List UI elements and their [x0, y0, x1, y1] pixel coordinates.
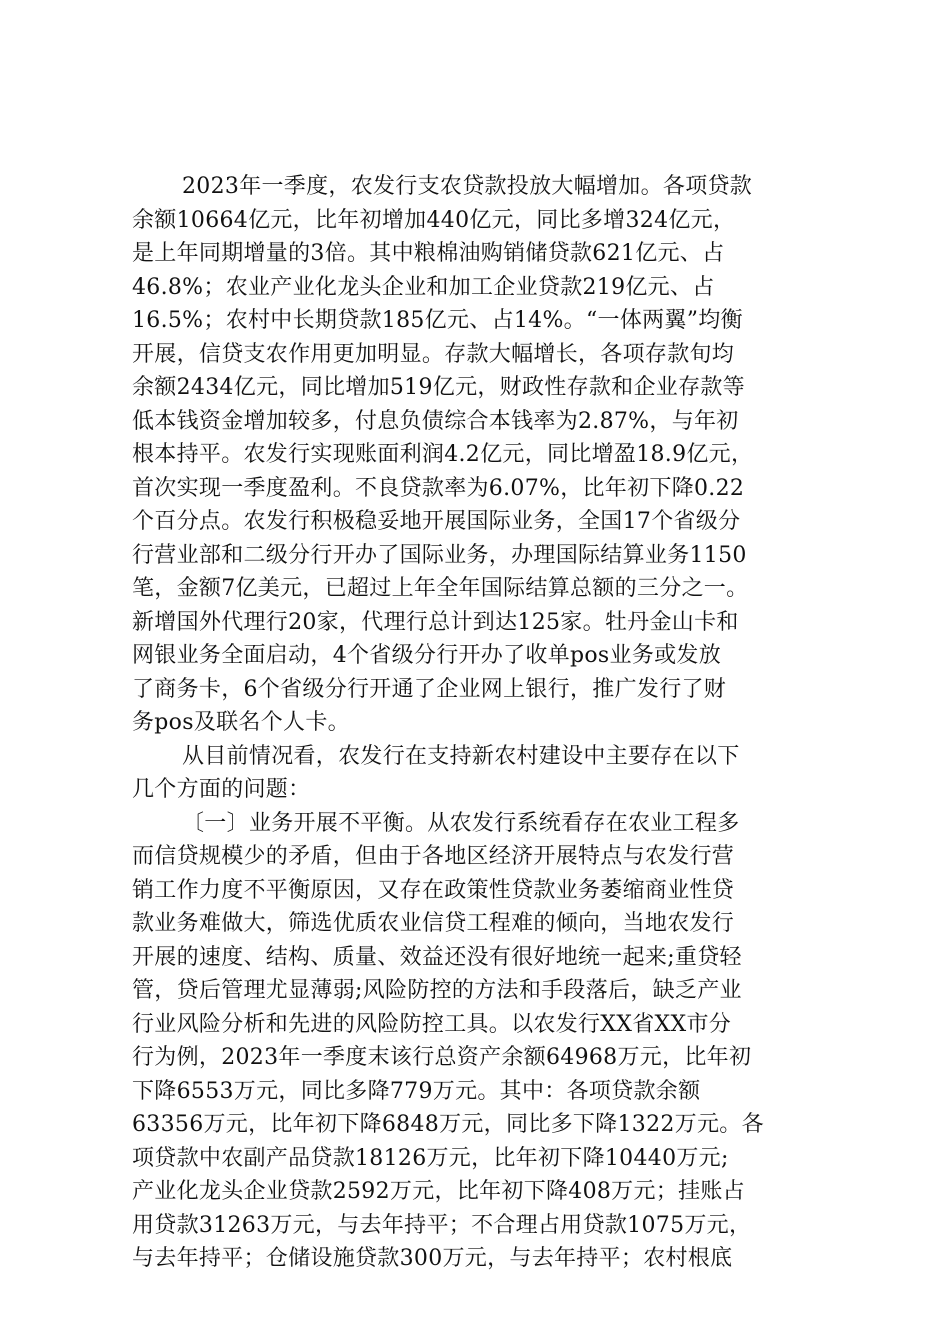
text-line: 务pos及联名个人卡。	[132, 710, 350, 735]
document-body	[132, 170, 832, 1276]
text-line: 行营业部和二级分行开办了国际业务，办理国际结算业务1150	[132, 542, 747, 568]
text-line: 几个方面的问题：	[132, 777, 311, 802]
paragraph-problems-intro	[132, 740, 832, 807]
text-line: 行业风险分析和先进的风险防控工具。以农发行XX省XX市分	[132, 1011, 732, 1037]
text-line: 2023年一季度，农发行支农贷款投放大幅增加。各项贷款	[182, 174, 753, 199]
text-line: 与去年持平；仓储设施贷款300万元，与去年持平；农村根底	[132, 1246, 733, 1271]
text-line: 销工作力度不平衡原因，又存在政策性贷款业务萎缩商业性贷	[132, 877, 735, 903]
text-line: 是上年同期增量的3倍。其中粮棉油购销储贷款621亿元、占	[132, 241, 725, 266]
text-line: 项贷款中农副产品贷款18126万元，比年初下降10440万元;	[132, 1145, 729, 1171]
text-line: 款业务难做大，筛选优质农业信贷工程难的倾向，当地农发行	[132, 911, 735, 936]
text-line: 46.8%；农业产业化龙头企业和加工企业贷款219亿元、占	[132, 274, 715, 300]
text-line: 16.5%；农村中长期贷款185亿元、占14%。“一体两翼”均衡	[132, 308, 743, 333]
text-line: 从目前情况看，农发行在支持新农村建设中主要存在以下	[182, 743, 740, 769]
text-line: 余额10664亿元，比年初增加440亿元，同比多增324亿元，	[132, 207, 736, 233]
text-line: 行为例，2023年一季度末该行总资产余额64968万元，比年初	[132, 1045, 752, 1070]
paragraph-uneven-development	[132, 807, 832, 1276]
text-line: 开展，信贷支农作用更加明显。存款大幅增长，各项存款旬均	[132, 341, 735, 367]
text-line: 下降6553万元，同比多降779万元。其中：各项贷款余额	[132, 1078, 701, 1104]
text-line: 而信贷规模少的矛盾，但由于各地区经济开展特点与农发行营	[132, 844, 735, 869]
text-line: 新增国外代理行20家，代理行总计到达125家。牡丹金山卡和	[132, 609, 739, 635]
text-line: 笔，金额7亿美元，已超过上年全年国际结算总额的三分之一。	[132, 576, 749, 601]
text-line: 低本钱资金增加较多，付息负债综合本钱率为2.87%，与年初	[132, 408, 739, 434]
text-line: 用贷款31263万元，与去年持平；不合理占用贷款1075万元，	[132, 1212, 752, 1238]
text-line: 管，贷后管理尤显薄弱;风险防控的方法和手段落后，缺乏产业	[132, 978, 742, 1003]
text-line: 63356万元，比年初下降6848万元，同比多下降1322万元。各	[132, 1112, 764, 1137]
text-line: 〔一〕业务开展不平衡。从农发行系统看存在农业工程多	[182, 810, 740, 836]
text-line: 个百分点。农发行积极稳妥地开展国际业务，全国17个省级分	[132, 509, 741, 534]
text-line: 开展的速度、结构、质量、效益还没有很好地统一起来;重贷轻	[132, 944, 742, 970]
text-line: 了商务卡，6个省级分行开通了企业网上银行，推广发行了财	[132, 676, 727, 702]
paragraph-loan-summary	[132, 170, 832, 740]
text-line: 余额2434亿元，同比增加519亿元，财政性存款和企业存款等	[132, 375, 745, 400]
text-line: 根本持平。农发行实现账面利润4.2亿元，同比增盈18.9亿元，	[132, 442, 754, 467]
text-line: 首次实现一季度盈利。不良贷款率为6.07%，比年初下降0.22	[132, 475, 745, 501]
text-line: 网银业务全面启动，4个省级分行开办了收单pos业务或发放	[132, 643, 722, 668]
text-line: 产业化龙头企业贷款2592万元，比年初下降408万元；挂账占	[132, 1179, 745, 1204]
